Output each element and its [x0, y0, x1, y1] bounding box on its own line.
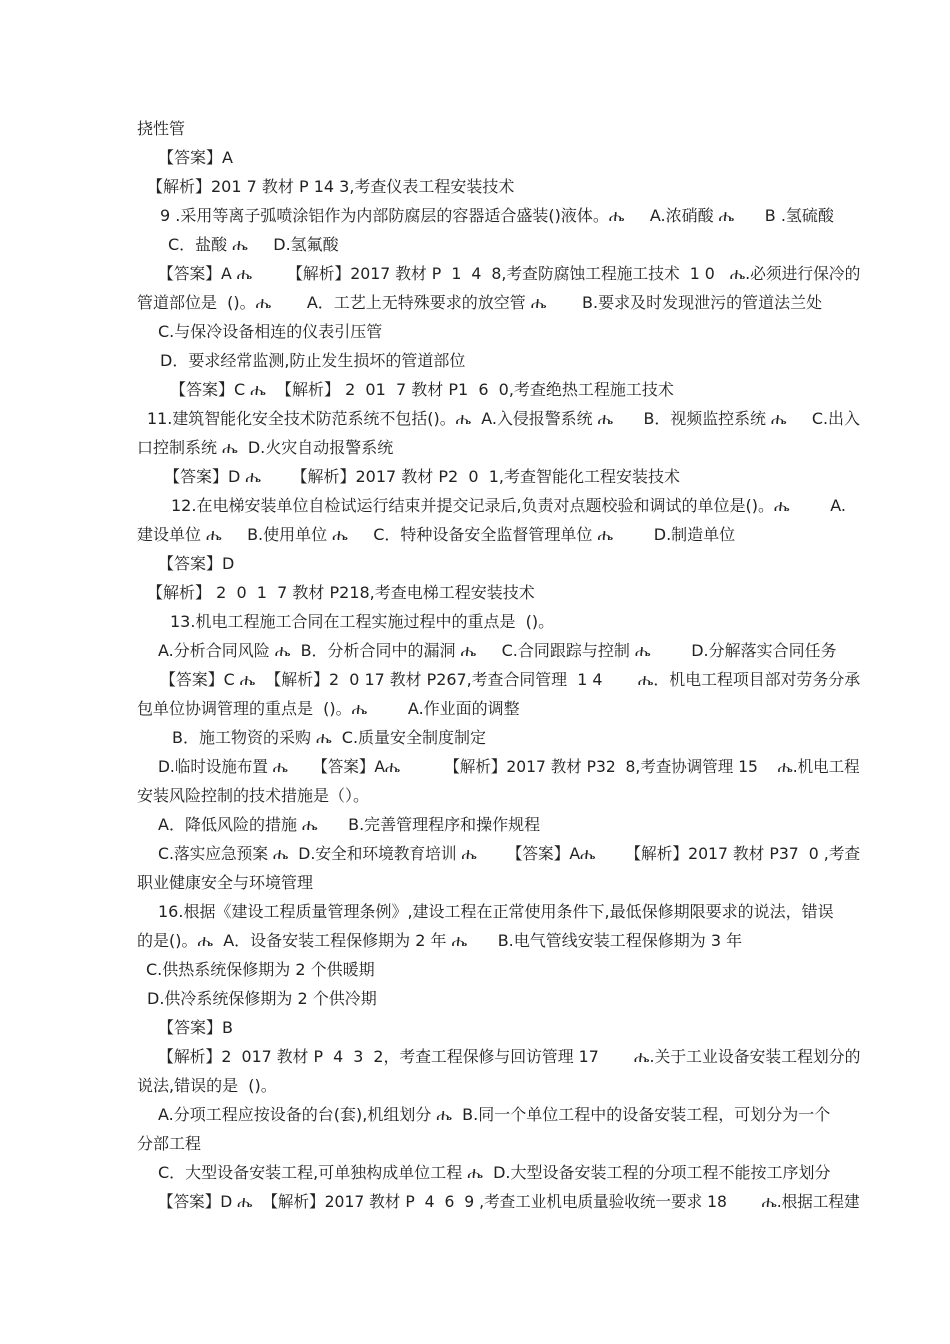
- text-line: 口控制系统 ሔ D.火灾自动报警系统: [137, 438, 394, 457]
- text-line: 挠性管: [137, 119, 186, 138]
- text-line: D．要求经常监测,防止发生损坏的管道部位: [160, 351, 466, 370]
- text-line: 【答案】C ሔ 【解析】 2 01 7 教材 P1 6 0,考查绝热工程施工技术: [170, 380, 674, 399]
- text-line: 【答案】B: [158, 1018, 233, 1037]
- text-line: 的是()。ሔ A．设备安装工程保修期为 2 年 ሔ B.电气管线安装工程保修期为 3 年: [137, 931, 743, 950]
- text-line: A.分析合同风险 ሔ B．分析合同中的漏洞 ሔ C.合同跟踪与控制 ሔ D.分解落实合同任务: [158, 641, 837, 660]
- text-line: 【答案】A: [158, 148, 233, 167]
- text-line: 包单位协调管理的重点是 ()。ሔ A.作业面的调整: [137, 699, 520, 718]
- text-line: C.落实应急预案 ሔ D.安全和环境教育培训 ሔ 【答案】Aሔ 【解析】2017 教材 P37 0 ,考查: [158, 844, 861, 863]
- text-line: 16.根据《建设工程质量管理条例》,建设工程在正常使用条件下,最低保修期限要求的说法，错误: [158, 902, 834, 921]
- text-line: 说法,错误的是 ()。: [137, 1076, 277, 1095]
- text-line: D.临时设施布置 ሔ 【答案】Aሔ 【解析】2017 教材 P32 8,考查协调管理 15 ሔ.机电工程: [158, 757, 860, 776]
- text-line: C．盐酸 ሔ D.氢氟酸: [168, 235, 339, 254]
- text-line: 建设单位 ሔ B.使用单位 ሔ C．特种设备安全监督管理单位 ሔ D.制造单位: [137, 525, 736, 544]
- text-line: 9 .采用等离子弧喷涂铝作为内部防腐层的容器适合盛装()液体。ሔ A.浓硝酸 ሔ B .氢硫酸: [160, 206, 834, 225]
- text-line: 【解析】 2 0 1 7 教材 P218,考查电梯工程安装技术: [147, 583, 535, 602]
- text-line: D.供冷系统保修期为 2 个供冷期: [147, 989, 377, 1008]
- text-line: 职业健康安全与环境管理: [137, 873, 314, 892]
- text-line: C.供热系统保修期为 2 个供暖期: [146, 960, 375, 979]
- text-line: 分部工程: [137, 1134, 202, 1153]
- text-line: 安装风险控制的技术措施是（）。: [137, 786, 370, 805]
- text-line: C.与保冷设备相连的仪表引压管: [158, 322, 383, 341]
- text-line: B．施工物资的采购 ሔ C.质量安全制度制定: [172, 728, 487, 747]
- text-line: 管道部位是 ()。ሔ A．工艺上无特殊要求的放空管 ሔ B.要求及时发现泄污的管道法兰处: [137, 293, 823, 312]
- text-line: 【答案】A ሔ 【解析】2017 教材 P 1 4 8,考查防腐蚀工程施工技术 1 0 ሔ.必须进行保冷的: [158, 264, 861, 283]
- text-line: 【答案】D ሔ 【解析】2017 教材 P2 0 1,考查智能化工程安装技术: [164, 467, 680, 486]
- text-line: 【答案】C ሔ 【解析】2 0 17 教材 P267,考查合同管理 1 4 ሔ．机电工程项目部对劳务分承: [160, 670, 861, 689]
- text-line: 【解析】2 017 教材 P 4 3 2，考查工程保修与回访管理 17 ሔ.关于工业设备安装工程划分的: [158, 1047, 861, 1066]
- text-line: 【解析】201 7 教材 P 14 3,考查仪表工程安装技术: [147, 177, 515, 196]
- text-line: 【答案】D ሔ 【解析】2017 教材 P 4 6 9 ,考查工业机电质量验收统一要求 18 ሔ.根据工程建: [158, 1192, 860, 1211]
- text-line: A.分项工程应按设备的台(套),机组划分 ሔ B.同一个单位工程中的设备安装工程，可划分为一个: [158, 1105, 831, 1124]
- text-line: 13.机电工程施工合同在工程实施过程中的重点是 ()。: [170, 612, 555, 631]
- text-line: 12.在电梯安装单位自检试运行结束并提交记录后,负责对点题校验和调试的单位是()。ሔ A.: [171, 496, 847, 515]
- text-line: 11.建筑智能化安全技术防范系统不包括()。ሔ A.入侵报警系统 ሔ B．视频监控系统 ሔ C.出入: [147, 409, 860, 428]
- text-line: C．大型设备安装工程,可单独构成单位工程 ሔ D.大型设备安装工程的分项工程不能按工序划分: [158, 1163, 831, 1182]
- text-line: A．降低风险的措施 ሔ B.完善管理程序和操作规程: [158, 815, 541, 834]
- text-line: 【答案】D: [158, 554, 235, 573]
